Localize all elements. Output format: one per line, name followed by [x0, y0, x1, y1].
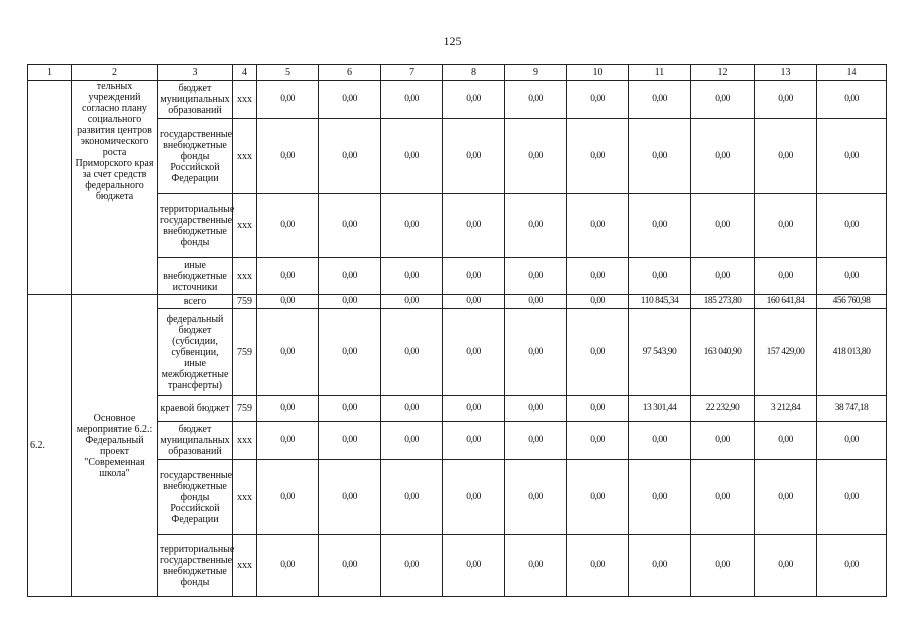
funding-source: всего — [158, 295, 233, 309]
value-cell: 0,00 — [505, 309, 567, 396]
value-cell: 0,00 — [567, 422, 629, 460]
header-cell: 10 — [567, 65, 629, 81]
value-cell: 0,00 — [567, 535, 629, 597]
value-cell: 0,00 — [319, 194, 381, 258]
item-number: 6.2. — [28, 295, 72, 597]
value-cell: 0,00 — [257, 460, 319, 535]
value-cell: 0,00 — [755, 258, 817, 295]
value-cell: 0,00 — [567, 396, 629, 422]
code-cell: xxx — [233, 119, 257, 194]
header-cell: 5 — [257, 65, 319, 81]
value-cell: 0,00 — [319, 295, 381, 309]
value-cell: 0,00 — [257, 396, 319, 422]
header-cell: 1 — [28, 65, 72, 81]
funding-source: бюджет муниципальных образований — [158, 422, 233, 460]
header-cell: 3 — [158, 65, 233, 81]
value-cell: 0,00 — [629, 422, 691, 460]
code-cell: xxx — [233, 460, 257, 535]
header-cell: 12 — [691, 65, 755, 81]
value-cell: 0,00 — [443, 535, 505, 597]
value-cell: 0,00 — [443, 81, 505, 119]
value-cell: 0,00 — [817, 535, 887, 597]
header-row — [28, 65, 887, 81]
value-cell: 0,00 — [755, 119, 817, 194]
value-cell: 0,00 — [257, 422, 319, 460]
value-cell: 0,00 — [567, 194, 629, 258]
code-cell: 759 — [233, 295, 257, 309]
value-cell: 0,00 — [381, 81, 443, 119]
value-cell: 0,00 — [443, 119, 505, 194]
code-cell: xxx — [233, 81, 257, 119]
value-cell: 0,00 — [629, 460, 691, 535]
value-cell: 13 301,44 — [629, 396, 691, 422]
value-cell: 0,00 — [381, 258, 443, 295]
value-cell: 0,00 — [567, 119, 629, 194]
value-cell: 0,00 — [505, 535, 567, 597]
value-cell: 0,00 — [319, 460, 381, 535]
value-cell: 0,00 — [817, 422, 887, 460]
table-row — [28, 81, 887, 119]
funding-source: бюджет муниципальных образований — [158, 81, 233, 119]
value-cell: 0,00 — [691, 194, 755, 258]
value-cell: 0,00 — [629, 119, 691, 194]
header-cell: 14 — [817, 65, 887, 81]
code-cell: xxx — [233, 258, 257, 295]
header-cell: 13 — [755, 65, 817, 81]
value-cell: 0,00 — [319, 422, 381, 460]
value-cell: 0,00 — [381, 396, 443, 422]
value-cell: 0,00 — [691, 535, 755, 597]
funding-source: краевой бюджет — [158, 396, 233, 422]
value-cell: 0,00 — [381, 119, 443, 194]
value-cell: 0,00 — [505, 460, 567, 535]
value-cell: 0,00 — [257, 194, 319, 258]
value-cell: 0,00 — [443, 422, 505, 460]
value-cell: 0,00 — [381, 460, 443, 535]
funding-source: государственные внебюджетные фонды Российской Федерации — [158, 119, 233, 194]
value-cell: 0,00 — [817, 119, 887, 194]
funding-source: территориальные государственные внебюджетные фонды — [158, 535, 233, 597]
value-cell: 0,00 — [257, 119, 319, 194]
value-cell: 0,00 — [257, 258, 319, 295]
value-cell: 0,00 — [817, 460, 887, 535]
value-cell: 0,00 — [505, 396, 567, 422]
funding-source: федеральный бюджет (субсидии, субвенции, иные межбюджетные трансферты) — [158, 309, 233, 396]
funding-source: территориальные государственные внебюджетные фонды — [158, 194, 233, 258]
value-cell: 38 747,18 — [817, 396, 887, 422]
value-cell: 0,00 — [629, 194, 691, 258]
value-cell: 0,00 — [381, 422, 443, 460]
value-cell: 110 845,34 — [629, 295, 691, 309]
value-cell: 0,00 — [443, 396, 505, 422]
value-cell: 0,00 — [755, 535, 817, 597]
header-cell: 9 — [505, 65, 567, 81]
value-cell: 0,00 — [319, 258, 381, 295]
value-cell: 0,00 — [257, 81, 319, 119]
item-description: Основное мероприятие 6.2.: Федеральный проект "Современная школа" — [72, 295, 158, 597]
value-cell: 0,00 — [319, 119, 381, 194]
value-cell: 0,00 — [319, 535, 381, 597]
value-cell: 0,00 — [755, 194, 817, 258]
value-cell: 0,00 — [629, 535, 691, 597]
code-cell: 759 — [233, 396, 257, 422]
value-cell: 0,00 — [319, 309, 381, 396]
header-cell: 8 — [443, 65, 505, 81]
code-cell: xxx — [233, 194, 257, 258]
header-cell: 11 — [629, 65, 691, 81]
value-cell: 0,00 — [755, 422, 817, 460]
value-cell: 0,00 — [443, 194, 505, 258]
value-cell: 0,00 — [319, 396, 381, 422]
value-cell: 0,00 — [567, 81, 629, 119]
value-cell: 0,00 — [817, 258, 887, 295]
value-cell: 0,00 — [567, 295, 629, 309]
value-cell: 0,00 — [755, 81, 817, 119]
value-cell: 456 760,98 — [817, 295, 887, 309]
value-cell: 0,00 — [257, 309, 319, 396]
value-cell: 0,00 — [691, 460, 755, 535]
value-cell: 0,00 — [381, 309, 443, 396]
value-cell: 0,00 — [505, 119, 567, 194]
value-cell: 0,00 — [567, 258, 629, 295]
code-cell: xxx — [233, 422, 257, 460]
value-cell: 0,00 — [505, 194, 567, 258]
value-cell: 0,00 — [567, 460, 629, 535]
code-cell: xxx — [233, 535, 257, 597]
value-cell: 0,00 — [443, 295, 505, 309]
value-cell: 0,00 — [691, 422, 755, 460]
value-cell: 185 273,80 — [691, 295, 755, 309]
value-cell: 0,00 — [505, 422, 567, 460]
budget-table — [27, 64, 887, 597]
value-cell: 0,00 — [629, 81, 691, 119]
value-cell: 0,00 — [567, 309, 629, 396]
header-cell: 2 — [72, 65, 158, 81]
item-description: тельных учреждений согласно плану социального развития центров экономического роста Приморского края за счет средств федерального бюджета — [72, 81, 158, 295]
value-cell: 0,00 — [505, 258, 567, 295]
value-cell: 0,00 — [319, 81, 381, 119]
value-cell: 0,00 — [443, 460, 505, 535]
value-cell: 0,00 — [381, 295, 443, 309]
value-cell: 0,00 — [755, 460, 817, 535]
value-cell: 157 429,00 — [755, 309, 817, 396]
value-cell: 0,00 — [691, 81, 755, 119]
header-cell: 6 — [319, 65, 381, 81]
value-cell: 0,00 — [691, 119, 755, 194]
value-cell: 3 212,84 — [755, 396, 817, 422]
value-cell: 0,00 — [817, 194, 887, 258]
item-number-cell — [28, 81, 72, 295]
value-cell: 0,00 — [505, 295, 567, 309]
value-cell: 0,00 — [505, 81, 567, 119]
value-cell: 97 543,90 — [629, 309, 691, 396]
value-cell: 22 232,90 — [691, 396, 755, 422]
value-cell: 0,00 — [629, 258, 691, 295]
value-cell: 0,00 — [443, 258, 505, 295]
value-cell: 160 641,84 — [755, 295, 817, 309]
value-cell: 0,00 — [691, 258, 755, 295]
value-cell: 0,00 — [257, 295, 319, 309]
value-cell: 0,00 — [257, 535, 319, 597]
table-row — [28, 295, 887, 309]
value-cell: 0,00 — [443, 309, 505, 396]
value-cell: 163 040,90 — [691, 309, 755, 396]
header-cell: 7 — [381, 65, 443, 81]
value-cell: 418 013,80 — [817, 309, 887, 396]
header-cell: 4 — [233, 65, 257, 81]
value-cell: 0,00 — [381, 194, 443, 258]
funding-source: иные внебюджетные источники — [158, 258, 233, 295]
code-cell: 759 — [233, 309, 257, 396]
value-cell: 0,00 — [817, 81, 887, 119]
page-number: 125 — [443, 34, 462, 48]
value-cell: 0,00 — [381, 535, 443, 597]
funding-source: государственные внебюджетные фонды Российской Федерации — [158, 460, 233, 535]
